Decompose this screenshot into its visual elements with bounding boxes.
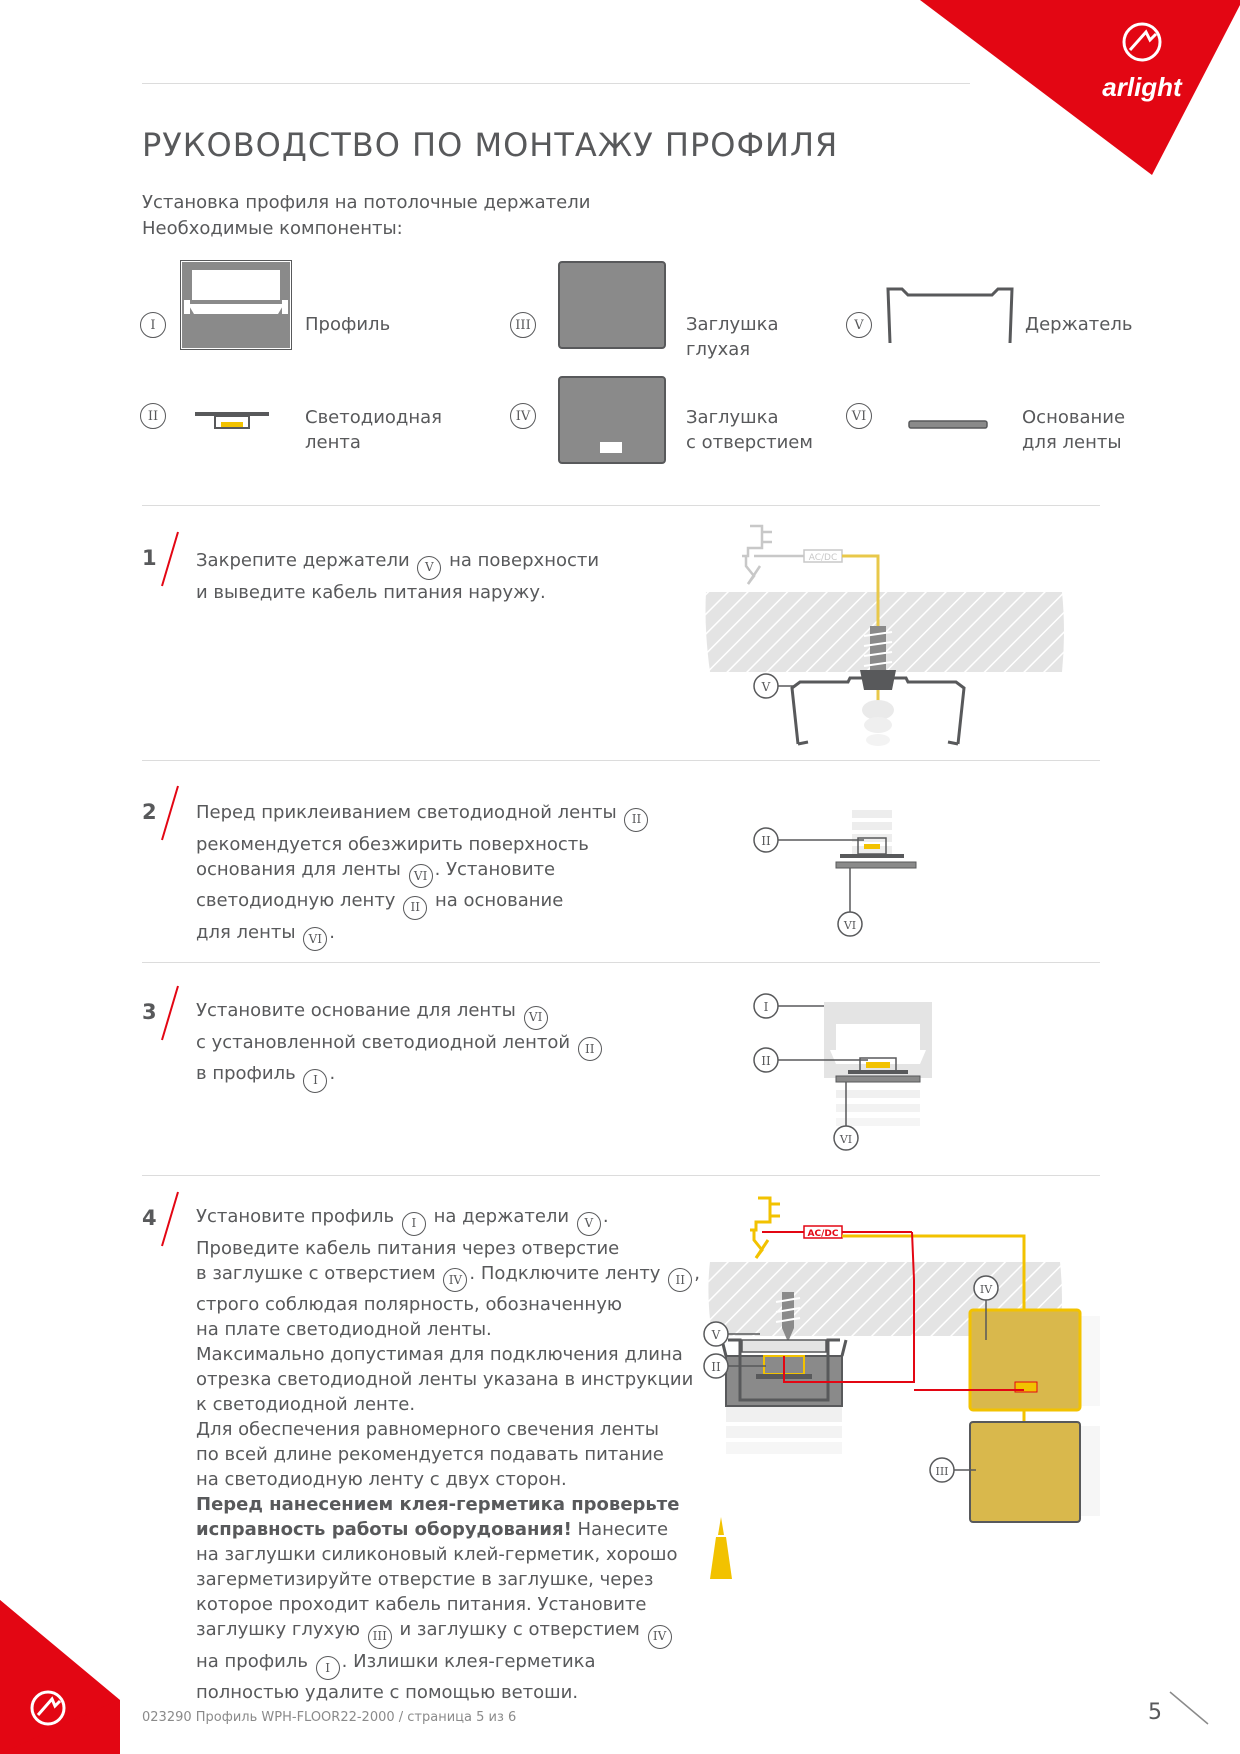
step-2-text: Перед приклеиванием светодиодной ленты II рекомендуется обезжирить поверхность основания для ленты VI . Установите светодиодную ленту II на основание для ленты VI . xyxy=(196,800,650,951)
component-num-II: II xyxy=(140,403,166,429)
step-1-number: 1 xyxy=(142,546,157,570)
svg-text:II: II xyxy=(761,1054,771,1068)
profile-icon xyxy=(180,260,292,350)
blind-end-cap-icon xyxy=(558,261,666,349)
page-number: 5 xyxy=(1148,1700,1162,1725)
arlight-logo-text: arlight xyxy=(1102,72,1182,102)
svg-text:V: V xyxy=(761,680,771,694)
svg-text:IV: IV xyxy=(979,1283,993,1296)
component-label-I: Профиль xyxy=(305,314,391,335)
divider-1 xyxy=(142,505,1100,506)
component-num-I: I xyxy=(140,312,166,338)
svg-text:VI: VI xyxy=(843,919,857,932)
intro xyxy=(142,190,590,242)
component-label-II: Светодиодная лента xyxy=(305,407,442,453)
intro-line-1: Установка профиля на потолочные держатели xyxy=(142,192,591,213)
svg-text:II: II xyxy=(761,834,771,848)
step-4-text: Установите профиль I на держатели V . Проведите кабель питания через отверстие в заглушке с отверстием IV . Подключите ленту II , строго соблюдая полярность, обозначенную на плате светодиодной ленты. Максимально допустимая для подключения длина отрезка светодиодной ленты указана в инструкции к светодиодной ленте. Для обеспечения равномерного свечения ленты по всей длине рекомендуется подавать питание на светодиодную ленту с двух сторон. Перед нанесением клея-герметика проверьте исправность работы оборудования! Нанесите на заглушки силиконовый клей-герметик, хорошо загерметизируйте отверстие в заглушке, через которое проходит кабель питания. Установите заглушку глухую III и заглушку с отверстием IV на профиль I . Излишки клея-герметика полностью удалите с помощью ветоши. xyxy=(196,1206,700,1703)
svg-text:V: V xyxy=(711,1328,721,1342)
component-num-VI: VI xyxy=(846,403,872,429)
svg-text:VI: VI xyxy=(839,1133,853,1146)
component-label-III: Заглушка глухая xyxy=(686,314,779,360)
svg-text:I: I xyxy=(763,1000,769,1014)
holder-icon xyxy=(884,285,1016,347)
footer-text: 023290 Профиль WPH-FLOOR22-2000 / страница 5 из 6 xyxy=(142,1710,517,1725)
component-num-V: V xyxy=(846,312,872,338)
brand-corner-bottom xyxy=(0,1600,120,1754)
component-num-IV: IV xyxy=(510,403,536,429)
led-strip-icon xyxy=(195,408,269,432)
svg-text:II: II xyxy=(711,1360,721,1374)
step-4-number: 4 xyxy=(142,1206,157,1230)
step-2-diagram xyxy=(740,800,940,950)
top-divider xyxy=(142,83,970,84)
step-3-diagram xyxy=(740,988,950,1153)
step-2-number: 2 xyxy=(142,800,157,824)
component-label-IV: Заглушка с отверстием xyxy=(686,407,813,453)
page-corner-line xyxy=(1168,1690,1212,1728)
end-cap-with-hole-icon xyxy=(558,376,666,464)
ref-V: V xyxy=(417,556,441,580)
strip-base-icon xyxy=(908,420,988,430)
divider-4 xyxy=(142,1175,1100,1176)
svg-text:AC/DC: AC/DC xyxy=(808,553,838,563)
step-1-diagram xyxy=(700,520,1070,750)
divider-3 xyxy=(142,962,1100,963)
svg-text:III: III xyxy=(935,1465,949,1478)
component-label-VI: Основание для ленты xyxy=(1022,407,1126,453)
page-title: РУКОВОДСТВО ПО МОНТАЖУ ПРОФИЛЯ xyxy=(142,126,839,164)
step-3-text: Установите основание для ленты VI с установленной светодиодной лентой II в профиль I . xyxy=(196,998,604,1093)
step-4-diagram xyxy=(700,1190,1150,1545)
step-3-number: 3 xyxy=(142,1000,157,1024)
svg-text:AC/DC: AC/DC xyxy=(807,1229,839,1239)
step-1-text: Закрепите держатели V на поверхности и выведите кабель питания наружу. xyxy=(196,550,600,603)
component-label-V: Держатель xyxy=(1025,314,1133,335)
intro-line-2: Необходимые компоненты: xyxy=(142,218,403,239)
component-num-III: III xyxy=(510,312,536,338)
brand-corner xyxy=(920,0,1240,175)
divider-2 xyxy=(142,760,1100,761)
